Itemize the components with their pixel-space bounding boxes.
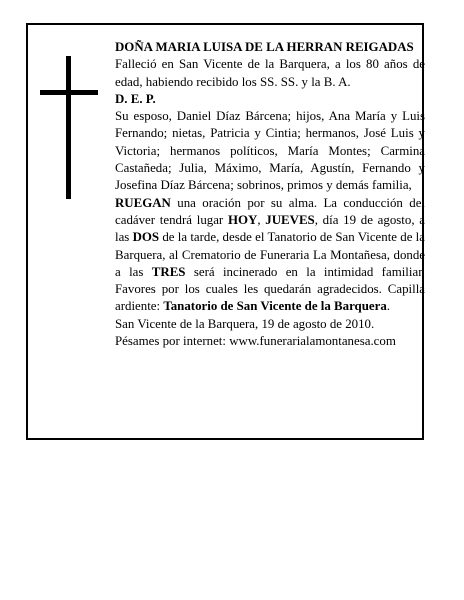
- obituary-text: [115, 39, 425, 350]
- obituary-frame: [26, 23, 424, 440]
- funeral-text-3: de la tarde, desde el Tanatorio de San Vicente de la Barquera, al Crematorio de Funeraria La Montañesa, donde a las: [115, 230, 425, 279]
- funeral-details: [115, 195, 425, 316]
- cross-icon: [40, 56, 98, 199]
- chapel-location: Tanatorio de San Vicente de la Barquera: [163, 299, 387, 314]
- funeral-text-2: , día 19 de agosto, a las: [115, 212, 425, 245]
- condolences-link: Pésames por internet: www.funerarialamontanesa.com: [115, 334, 396, 349]
- funeral-text-1: una oración por su alma. La conducción del cadáver tendrá lugar: [115, 195, 425, 227]
- final-period: .: [386, 299, 391, 314]
- cross-vertical-bar: [66, 56, 71, 199]
- funeral-text-4: será incinerado en la intimidad familiar. Favores por los cuales les quedarán agradecidos. Capilla ardiente:: [115, 264, 425, 314]
- comma-separator: ,: [257, 212, 266, 227]
- tres-label: TRES: [151, 264, 186, 279]
- death-announcement: Falleció en San Vicente de la Barquera, a los 80 años de edad, habiendo recibido los SS. SS. y la B. A.: [115, 57, 425, 89]
- dos-label: DOS: [132, 230, 160, 245]
- cross-horizontal-bar: [40, 90, 98, 95]
- place-and-date: San Vicente de la Barquera, 19 de agosto de 2010.: [115, 316, 375, 331]
- ruegan-label: RUEGAN: [115, 195, 171, 210]
- rest-in-peace: D. E. P.: [115, 91, 156, 106]
- hoy-label: HOY: [227, 212, 258, 227]
- deceased-name: DOÑA MARIA LUISA DE LA HERRAN REIGADAS: [115, 40, 414, 54]
- jueves-label: JUEVES: [265, 212, 315, 227]
- family-list: Su esposo, Daniel Díaz Bárcena; hijos, Ana María y Luis Fernando; nietas, Patricia y Cintia; hermanos, José Luis y Victoria; hermanos políticos, María Montes; Carmina Castañeda; Julia, Máximo, María, Agustín, Fernando y Josefina Díaz Bárcena; sobrinos, primos y demás familia,: [115, 109, 425, 193]
